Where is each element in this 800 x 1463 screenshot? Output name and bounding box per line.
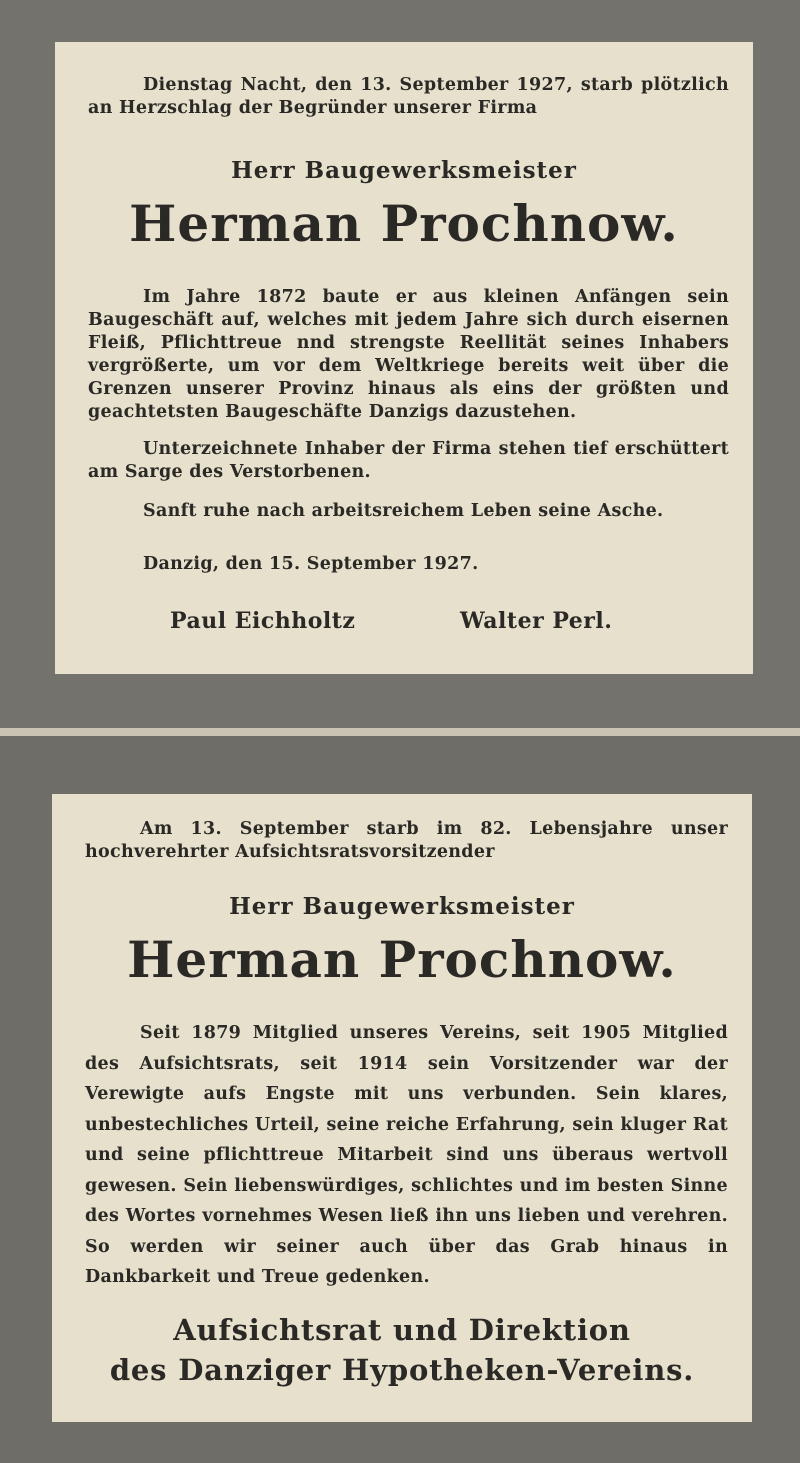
notice1-title: Herr Baugewerksmeister [231, 157, 577, 184]
notice2-title: Herr Baugewerksmeister [229, 893, 575, 920]
notice1-body-paragraph-1: Im Jahre 1872 baute er aus kleinen Anfängen sein Baugeschäft auf, welches mit jedem Jahre sich durch eisernen Fleiß, Pflichttreue nnd strengste Reellität seines Inhabers vergrößerte, um vor dem Weltkriege bereits weit über die Grenzen unserer Provinz hinaus als eins der größten und geachtetsten Baugeschäfte Danzigs dazustehen. [88, 287, 729, 422]
notice1-body-paragraph-3: Sanft ruhe nach arbeitsreichem Leben seine Asche. [143, 501, 664, 521]
notice2-body: Seit 1879 Mitglied unseres Vereins, seit 1905 Mitglied des Aufsichtsrats, seit 1914 sein Vorsitzender war der Verewigte aufs Engste mit uns verbunden. Sein klares, unbestechliches Urteil, seine reiche Erfahrung, sein kluger Rat und seine pflichttreue Mitarbeit sind uns überaus wertvoll gewesen. Sein liebenswürdiges, schlichtes und im besten Sinne des Wortes vornehmes Wesen ließ ihn uns lieben und verehren. So werden wir seiner auch über das Grab hinaus in Dankbarkeit und Treue gedenken. [85, 1023, 728, 1287]
notice1-signer-2: Walter Perl. [460, 608, 613, 634]
notice1-body-paragraph-2: Unterzeichnete Inhaber der Firma stehen tief erschüttert am Sarge des Verstorbenen. [88, 439, 729, 482]
page-divider [0, 728, 800, 736]
notice2-footer-line-1: Aufsichtsrat und Direktion [173, 1313, 631, 1347]
notice1-signer-1: Paul Eichholtz [170, 608, 356, 634]
obituary-notice-firm [55, 42, 753, 674]
notice1-name: Herman Prochnow. [129, 194, 679, 253]
notice2-footer-line-2: des Danziger Hypotheken-Vereins. [109, 1353, 695, 1387]
notice2-intro: Am 13. September starb im 82. Lebensjahre unser hochverehrter Aufsichtsratsvorsitzender [85, 819, 728, 862]
obituary-notice-association [52, 794, 752, 1422]
notice1-place-date: Danzig, den 15. September 1927. [143, 554, 479, 574]
notice1-intro: Dienstag Nacht, den 13. September 1927, starb plötzlich an Herzschlag der Begründer unserer Firma [88, 75, 729, 118]
notice2-name: Herman Prochnow. [127, 930, 677, 989]
